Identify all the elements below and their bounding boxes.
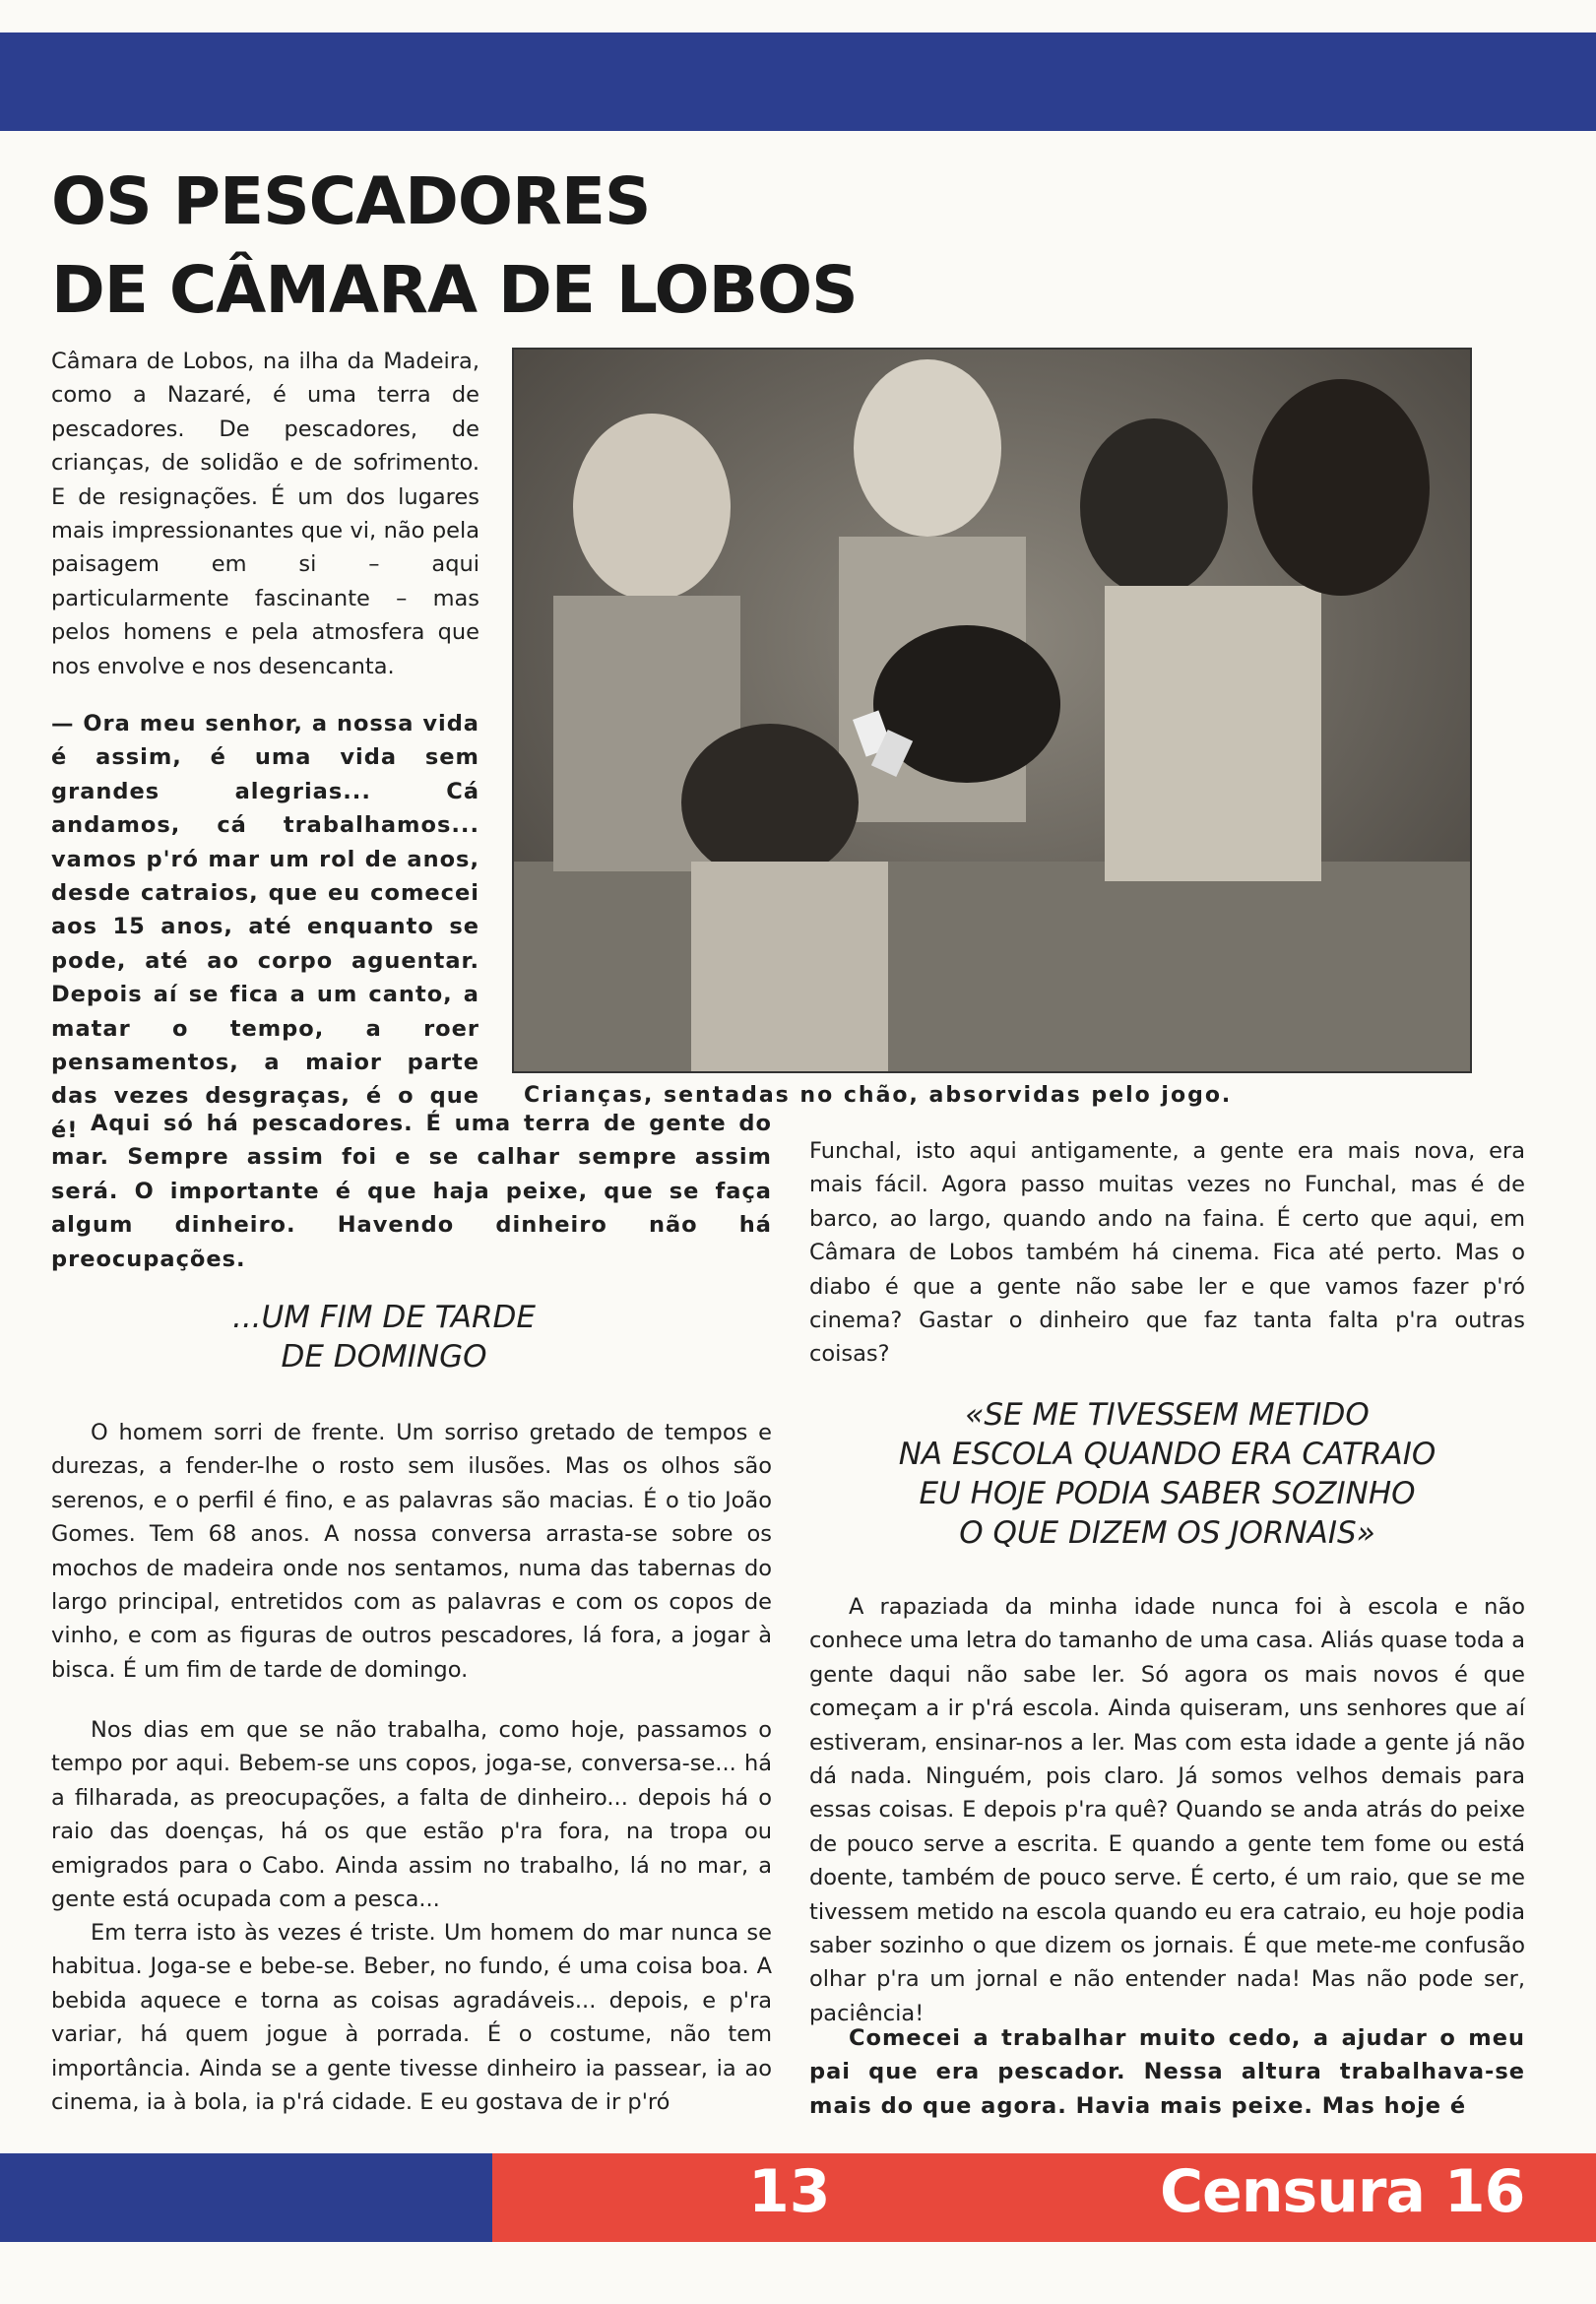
body-right-paragraph-2: A rapaziada da minha idade nunca foi à escola e não conhece uma letra do tamanho de uma casa. Aliás quase toda a gente daqui não sabe ler. Só agora os mais novos é que começam a ir p'rá escola. Ainda quiseram, uns senhores que aí estiveram, ensinar-nos a ler. Mas com esta idade a gente já não dá nada. Ninguém, pois claro. Já somos velhos demais para essas coisas. E depois p'ra quê? Quando se anda atrás do peixe de pouco serve a escrita. E quando a gente tem fome ou está doente, também de pouco serve. É certo, é um raio, que se me tivessem metido na escola quando eu era catraio, eu hoje podia saber sozinho o que dizem os jornais. É que mete-me confusão olhar p'ra um jornal e não entender nada! Mas não pode ser, paciência! xyxy=(809,1594,1525,2026)
article-title xyxy=(51,158,858,335)
body-left-paragraph-2: Nos dias em que se não trabalha, como hoje, passamos o tempo por aqui. Bebem-se uns copos, joga-se, conversa-se... há a filharada, as preocupações, a falta de dinheiro... depois há o raio das doenças, há os que estão p'ra fora, na tropa ou emigrados para o Cabo. Ainda assim no trabalho, lá no mar, a gente está ocupada com a pesca... xyxy=(51,1717,772,1913)
magazine-name: Censura 16 xyxy=(1160,2157,1525,2226)
top-color-bar xyxy=(0,32,1596,131)
photo-caption: Crianças, sentadas no chão, absorvidas pelo jogo. xyxy=(524,1083,1233,1108)
quote-wide: Aqui só há pescadores. É uma terra de gente do mar. Sempre assim foi e se calhar sempre assim será. O importante é que haja peixe, que se faça algum dinheiro. Havendo dinheiro não há preocupações. xyxy=(51,1111,772,1272)
body-left-paragraph-3: Em terra isto às vezes é triste. Um homem do mar nunca se habitua. Joga-se e bebe-se. Beber, no fundo, é uma coisa boa. A bebida aquece e torna as coisas agradáveis... depois, e p'ra variar, há quem jogue à porrada. É o costume, não tem importância. Ainda se a gente tivesse dinheiro ia passear, ia ao cinema, ia à bola, ia p'rá cidade. E eu gostava de ir p'ró xyxy=(51,1920,772,2116)
body-right-paragraph-1: Funchal, isto aqui antigamente, a gente era mais nova, era mais fácil. Agora passo muitas vezes no Funchal, mas é de barco, ao largo, quando ando na faina. É certo que aqui, em Câmara de Lobos também há cinema. Fica até perto. Mas o diabo é que a gente não sabe ler e que vamos fazer p'ró cinema? Gastar o dinheiro que faz tanta falta p'ra outras coisas? xyxy=(809,1138,1525,1368)
footer-blue-bar xyxy=(0,2153,492,2242)
body-right-paragraph-3: Comecei a trabalhar muito cedo, a ajudar o meu pai que era pescador. Nessa altura trabalhava-se mais do que agora. Havia mais peixe. Mas hoje é xyxy=(809,2025,1525,2119)
page-number: 13 xyxy=(748,2157,831,2226)
subheading-escola: «SE ME TIVESSEM METIDO NA ESCOLA QUANDO ERA CATRAIO EU HOJE PODIA SABER SOZINHO O QUE DIZEM OS JORNAIS» xyxy=(898,1397,1436,1551)
subheading-fim-de-tarde: ...UM FIM DE TARDE DE DOMINGO xyxy=(231,1300,537,1375)
photo-children-playing-cards xyxy=(512,348,1472,1073)
quote-left: — Ora meu senhor, a nossa vida é assim, é uma vida sem grandes alegrias... Cá andamos, cá trabalhamos... vamos p'ró mar um rol de anos, desde catraios, que eu comecei aos 15 anos, até enquanto se pode, até ao corpo aguentar. Depois aí se fica a um canto, a matar o tempo, a roer pensamentos, a maior parte das vezes desgraças, é o que é! xyxy=(51,711,479,1143)
title-line-2: DE CÂMARA DE LOBOS xyxy=(51,252,858,328)
intro-paragraph: Câmara de Lobos, na ilha da Madeira, como a Nazaré, é uma terra de pescadores. De pescadores, de crianças, de solidão e de sofrimento. E de resignações. É um dos lugares mais impressionantes que vi, não pela paisagem em si – aqui particularmente fascinante – mas pelos homens e pela atmosfera que nos envolve e nos desencanta. xyxy=(51,349,479,679)
title-line-1: OS PESCADORES xyxy=(51,163,651,239)
body-left-paragraph-1: O homem sorri de frente. Um sorriso gretado de tempos e durezas, a fender-lhe o rosto sem ilusões. Mas os olhos são serenos, e o perfil é fino, e as palavras são macias. É o tio João Gomes. Tem 68 anos. A nossa conversa arrasta-se sobre os mochos de madeira onde nos sentamos, numa das tabernas do largo principal, entretidos com as palavras e com os copos de vinho, e com as figuras de outros pescadores, lá fora, a jogar à bisca. É um fim de tarde de domingo. xyxy=(51,1420,772,1683)
